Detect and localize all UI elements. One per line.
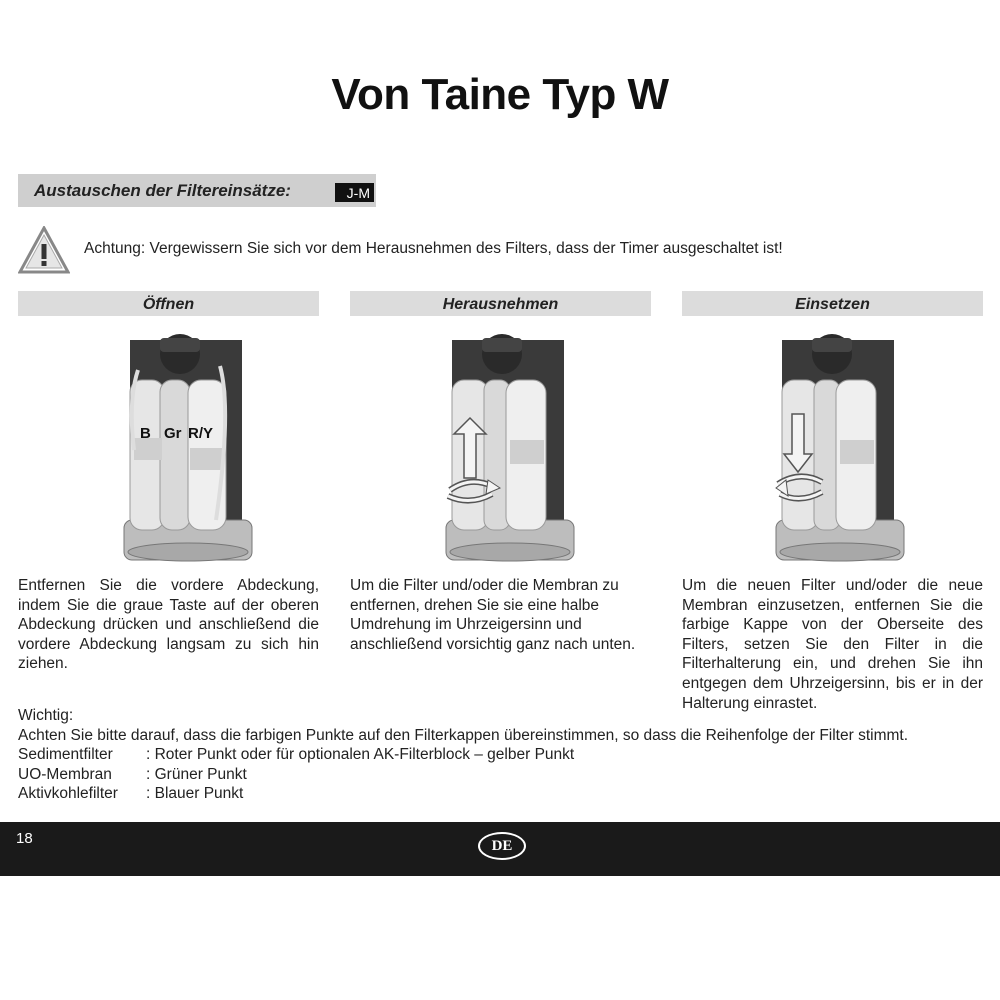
important-notes <box>18 706 908 804</box>
notes-intro: Achten Sie bitte darauf, dass die farbigen Punkte auf den Filterkappen übereinstimmen, so dass die Reihenfolge der Filter stimmt. <box>18 726 909 744</box>
list-item <box>18 745 908 765</box>
page-footer <box>0 822 1000 876</box>
heading-einsetzen: Einsetzen <box>682 291 983 316</box>
list-item <box>18 765 908 785</box>
warning-triangle-icon <box>18 226 70 274</box>
filter-label: UO-Membran <box>18 765 112 783</box>
filter-value: : Roter Punkt oder für optionalen AK-Filterblock – gelber Punkt <box>146 746 575 764</box>
heading-herausnehmen: Herausnehmen <box>350 291 651 316</box>
model-code-badge: J-M <box>335 183 374 202</box>
filter-unit-insert-image <box>770 330 930 565</box>
section-title: Austauschen der Filtereinsätze: <box>34 181 291 200</box>
warning-text: Achtung: Vergewissern Sie sich vor dem Herausnehmen des Filters, dass der Timer ausgeschaltet ist! <box>84 240 783 257</box>
page-number: 18 <box>16 830 33 847</box>
language-badge: DE <box>478 832 526 860</box>
filter-label: Aktivkohlefilter <box>18 785 118 803</box>
notes-heading: Wichtig: <box>18 707 74 724</box>
instruction-einsetzen: Um die neuen Filter und/oder die neue Membran einzusetzen, entfernen Sie die farbige Kappe von der Oberseite des Filters, setzen Sie den Filter in die Filterhalterung ein, und drehen Sie ihn entgegen dem Uhrzeigersinn, bis er in der Halterung einrastet. <box>682 577 983 712</box>
filter-value: : Blauer Punkt <box>146 785 244 803</box>
filter-unit-remove-image <box>440 330 600 565</box>
filter-value: : Grüner Punkt <box>146 765 247 783</box>
label-ry: R/Y <box>188 425 214 442</box>
section-header <box>18 174 376 207</box>
page-title: Von Taine Typ W <box>331 70 669 119</box>
instruction-herausnehmen: Um die Filter und/oder die Membran zu entfernen, drehen Sie sie eine halbe Umdrehung im Uhrzeigersinn und anschließend vorsichtig ganz nach unten. <box>350 577 636 653</box>
list-item <box>18 784 908 804</box>
heading-oeffnen: Öffnen <box>18 291 319 316</box>
instruction-oeffnen: Entfernen Sie die vordere Abdeckung, indem Sie die graue Taste auf der oberen Abdeckung drücken und anschließend die vordere Abdeckung langsam zu sich hin ziehen. <box>18 577 319 673</box>
label-b: B <box>140 425 151 442</box>
filter-label: Sedimentfilter <box>18 746 113 764</box>
label-gr: Gr <box>164 425 182 442</box>
filter-unit-open-image <box>108 330 268 565</box>
